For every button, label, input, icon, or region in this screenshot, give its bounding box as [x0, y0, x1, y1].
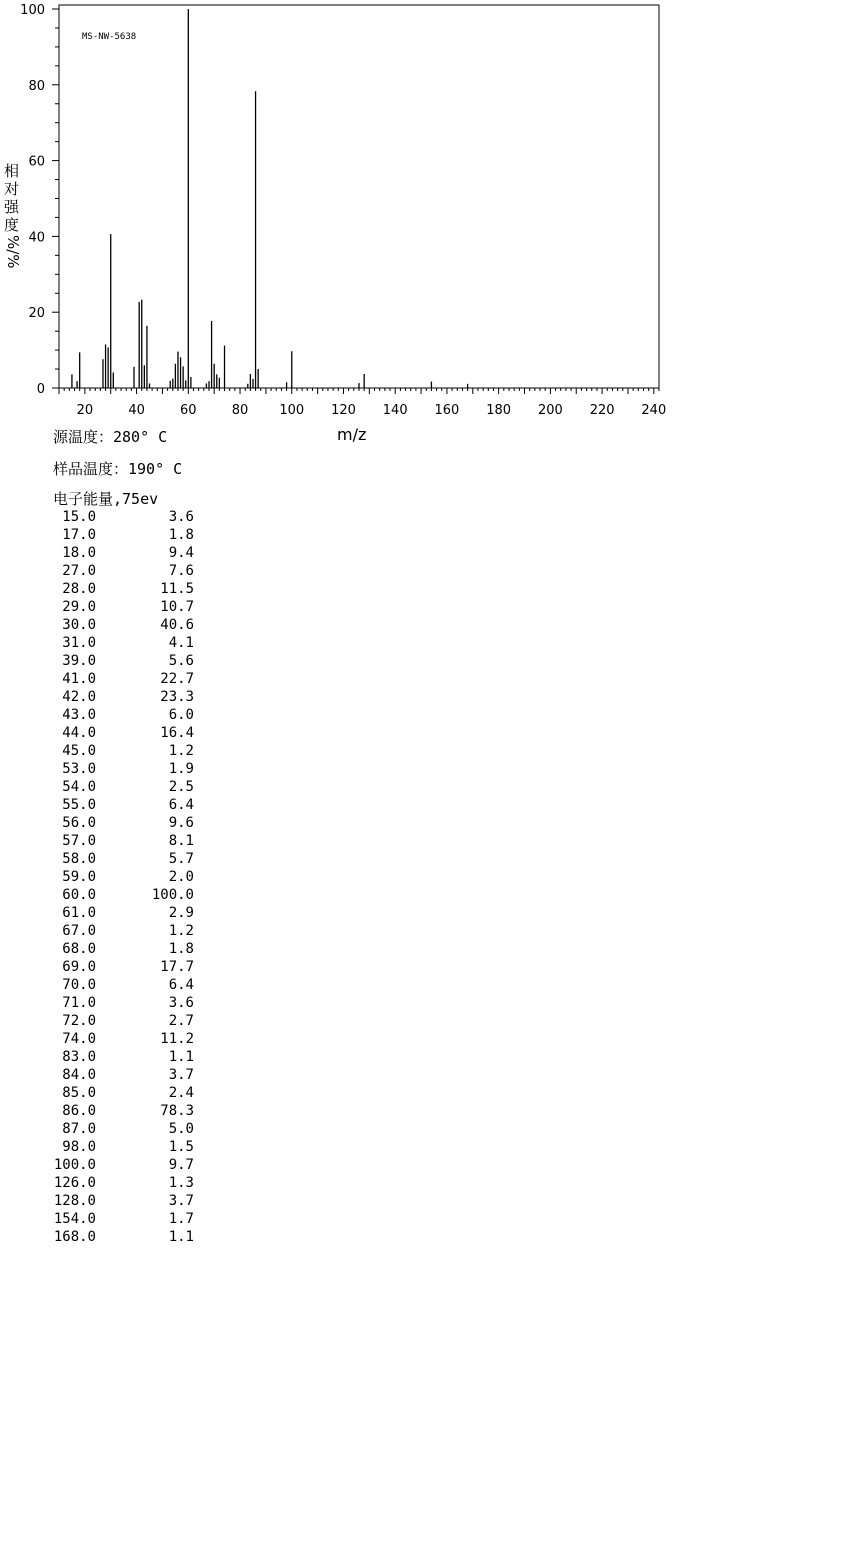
abundance-value: 4.1: [168, 635, 194, 651]
table-row: [40, 1012, 194, 1030]
x-tick-label: 80: [231, 403, 249, 418]
mz-value: 72.0: [62, 1013, 96, 1029]
y-tick-label: 100: [20, 3, 45, 18]
electron-energy: 电子能量,75ev: [53, 490, 159, 508]
mass-spectrum-chart: [0, 0, 850, 425]
ylabel-char-2: 对: [4, 180, 20, 198]
abundance-value: 3.6: [168, 509, 194, 525]
abundance-value: 11.5: [160, 581, 194, 597]
mz-value: 71.0: [62, 995, 96, 1011]
table-row: [40, 724, 194, 742]
mz-value: 39.0: [62, 653, 96, 669]
table-row: [40, 994, 194, 1012]
mz-value: 126.0: [53, 1175, 96, 1191]
mz-value: 87.0: [62, 1121, 96, 1137]
x-tick-label: 180: [486, 403, 512, 418]
table-row: [40, 670, 194, 688]
abundance-value: 10.7: [160, 599, 194, 615]
table-row: [40, 562, 194, 580]
table-row: [40, 1228, 194, 1246]
y-tick-label: 80: [28, 78, 45, 94]
table-row: [40, 814, 194, 832]
abundance-value: 1.8: [168, 527, 194, 543]
mz-value: 27.0: [62, 563, 96, 579]
mz-value: 18.0: [62, 545, 96, 561]
table-row: [40, 706, 194, 724]
table-row: [40, 652, 194, 670]
table-row: [40, 976, 194, 994]
abundance-value: 2.4: [168, 1085, 194, 1101]
y-tick-label: 60: [28, 154, 45, 170]
table-row: [40, 832, 194, 850]
mz-value: 54.0: [62, 779, 96, 795]
abundance-value: 1.7: [168, 1211, 194, 1227]
abundance-value: 3.6: [168, 995, 194, 1011]
table-row: [40, 850, 194, 868]
mz-value: 69.0: [62, 959, 96, 975]
mz-value: 17.0: [62, 527, 96, 543]
abundance-value: 5.0: [168, 1121, 194, 1137]
spectrum-code-label: MS-NW-5638: [82, 32, 137, 42]
table-row: [40, 508, 194, 526]
table-row: [40, 598, 194, 616]
abundance-value: 2.5: [168, 779, 194, 795]
x-tick-label: 20: [76, 403, 94, 418]
abundance-value: 40.6: [160, 617, 194, 633]
abundance-value: 1.8: [168, 941, 194, 957]
x-axis-label: m/z: [337, 425, 367, 444]
mz-value: 74.0: [62, 1031, 96, 1047]
mz-value: 85.0: [62, 1085, 96, 1101]
table-row: [40, 1030, 194, 1048]
abundance-value: 9.7: [168, 1157, 194, 1173]
abundance-value: 6.4: [168, 797, 194, 813]
mz-value: 43.0: [62, 707, 96, 723]
abundance-value: 3.7: [168, 1067, 194, 1083]
mz-value: 42.0: [62, 689, 96, 705]
table-row: [40, 634, 194, 652]
table-row: [40, 580, 194, 598]
mz-value: 67.0: [62, 923, 96, 939]
x-tick-label: 140: [382, 403, 408, 418]
mz-value: 41.0: [62, 671, 96, 687]
ylabel-char-3: 强: [4, 198, 20, 216]
abundance-value: 1.3: [168, 1175, 194, 1191]
mz-value: 28.0: [62, 581, 96, 597]
table-row: [40, 1084, 194, 1102]
abundance-value: 11.2: [160, 1031, 194, 1047]
abundance-value: 2.0: [168, 869, 194, 885]
mz-value: 55.0: [62, 797, 96, 813]
abundance-value: 1.5: [168, 1139, 194, 1155]
x-tick-label: 100: [279, 403, 305, 418]
mz-value: 98.0: [62, 1139, 96, 1155]
abundance-value: 1.2: [168, 743, 194, 759]
y-tick-label: 20: [28, 306, 45, 322]
mz-value: 59.0: [62, 869, 96, 885]
table-row: [40, 1192, 194, 1210]
peak-table: [40, 508, 194, 1246]
mz-value: 44.0: [62, 725, 96, 741]
table-row: [40, 688, 194, 706]
abundance-value: 78.3: [160, 1103, 194, 1119]
x-axis: [59, 388, 666, 418]
abundance-value: 5.6: [168, 653, 194, 669]
source-temperature: 源温度：280° C: [53, 428, 168, 446]
abundance-value: 1.9: [168, 761, 194, 777]
table-row: [40, 1156, 194, 1174]
ylabel-char-4: 度: [4, 216, 20, 234]
table-row: [40, 526, 194, 544]
mz-value: 15.0: [62, 509, 96, 525]
abundance-value: 9.6: [168, 815, 194, 831]
x-tick-label: 160: [434, 403, 460, 418]
table-row: [40, 760, 194, 778]
x-tick-label: 120: [331, 403, 356, 418]
spectrum-peaks: [72, 9, 468, 388]
abundance-value: 100.0: [151, 887, 194, 903]
table-row: [40, 940, 194, 958]
abundance-value: 23.3: [160, 689, 194, 705]
table-row: [40, 922, 194, 940]
abundance-value: 1.2: [168, 923, 194, 939]
mz-value: 128.0: [53, 1193, 96, 1209]
y-axis-label: [4, 162, 22, 269]
mz-value: 168.0: [53, 1229, 96, 1245]
x-tick-label: 40: [128, 403, 145, 418]
table-row: [40, 796, 194, 814]
table-row: [40, 1102, 194, 1120]
mz-value: 68.0: [62, 941, 96, 957]
table-row: [40, 1138, 194, 1156]
table-row: [40, 958, 194, 976]
plot-frame: [59, 5, 659, 388]
abundance-value: 3.7: [168, 1193, 194, 1209]
mz-value: 29.0: [62, 599, 96, 615]
abundance-value: 7.6: [168, 563, 194, 579]
mz-value: 31.0: [62, 635, 96, 651]
table-row: [40, 904, 194, 922]
x-tick-label: 220: [589, 403, 615, 418]
table-row: [40, 1174, 194, 1192]
ylabel-char-1: 相: [4, 162, 20, 180]
abundance-value: 8.1: [168, 833, 194, 849]
mz-value: 61.0: [62, 905, 96, 921]
mz-value: 53.0: [62, 761, 96, 777]
table-row: [40, 1120, 194, 1138]
mz-value: 70.0: [62, 977, 96, 993]
mz-value: 58.0: [62, 851, 96, 867]
y-tick-label: 40: [28, 230, 45, 246]
table-row: [40, 778, 194, 796]
table-row: [40, 742, 194, 760]
mz-value: 100.0: [53, 1157, 96, 1173]
abundance-value: 9.4: [168, 545, 194, 561]
abundance-value: 5.7: [168, 851, 194, 867]
abundance-value: 17.7: [160, 959, 194, 975]
mz-value: 83.0: [62, 1049, 96, 1065]
abundance-value: 22.7: [160, 671, 194, 687]
table-row: [40, 868, 194, 886]
mz-value: 86.0: [62, 1103, 96, 1119]
ylabel-unit: %/%: [4, 235, 22, 269]
table-row: [40, 544, 194, 562]
abundance-value: 1.1: [168, 1049, 194, 1065]
y-axis: [20, 3, 59, 397]
table-row: [40, 616, 194, 634]
table-row: [40, 1066, 194, 1084]
table-row: [40, 886, 194, 904]
mz-value: 45.0: [62, 743, 96, 759]
mz-value: 154.0: [53, 1211, 96, 1227]
mz-value: 57.0: [62, 833, 96, 849]
mz-value: 30.0: [62, 617, 96, 633]
table-row: [40, 1210, 194, 1228]
mz-value: 84.0: [62, 1067, 96, 1083]
abundance-value: 6.4: [168, 977, 194, 993]
x-tick-label: 60: [180, 403, 197, 418]
mz-value: 60.0: [62, 887, 96, 903]
sample-temperature: 样品温度：190° C: [53, 460, 183, 478]
abundance-value: 6.0: [168, 707, 194, 723]
table-row: [40, 1048, 194, 1066]
abundance-value: 16.4: [160, 725, 194, 741]
x-tick-label: 200: [537, 403, 563, 418]
abundance-value: 1.1: [168, 1229, 194, 1245]
y-tick-label: 0: [36, 382, 45, 397]
mz-value: 56.0: [62, 815, 96, 831]
abundance-value: 2.9: [168, 905, 194, 921]
abundance-value: 2.7: [168, 1013, 194, 1029]
x-tick-label: 240: [641, 403, 667, 418]
